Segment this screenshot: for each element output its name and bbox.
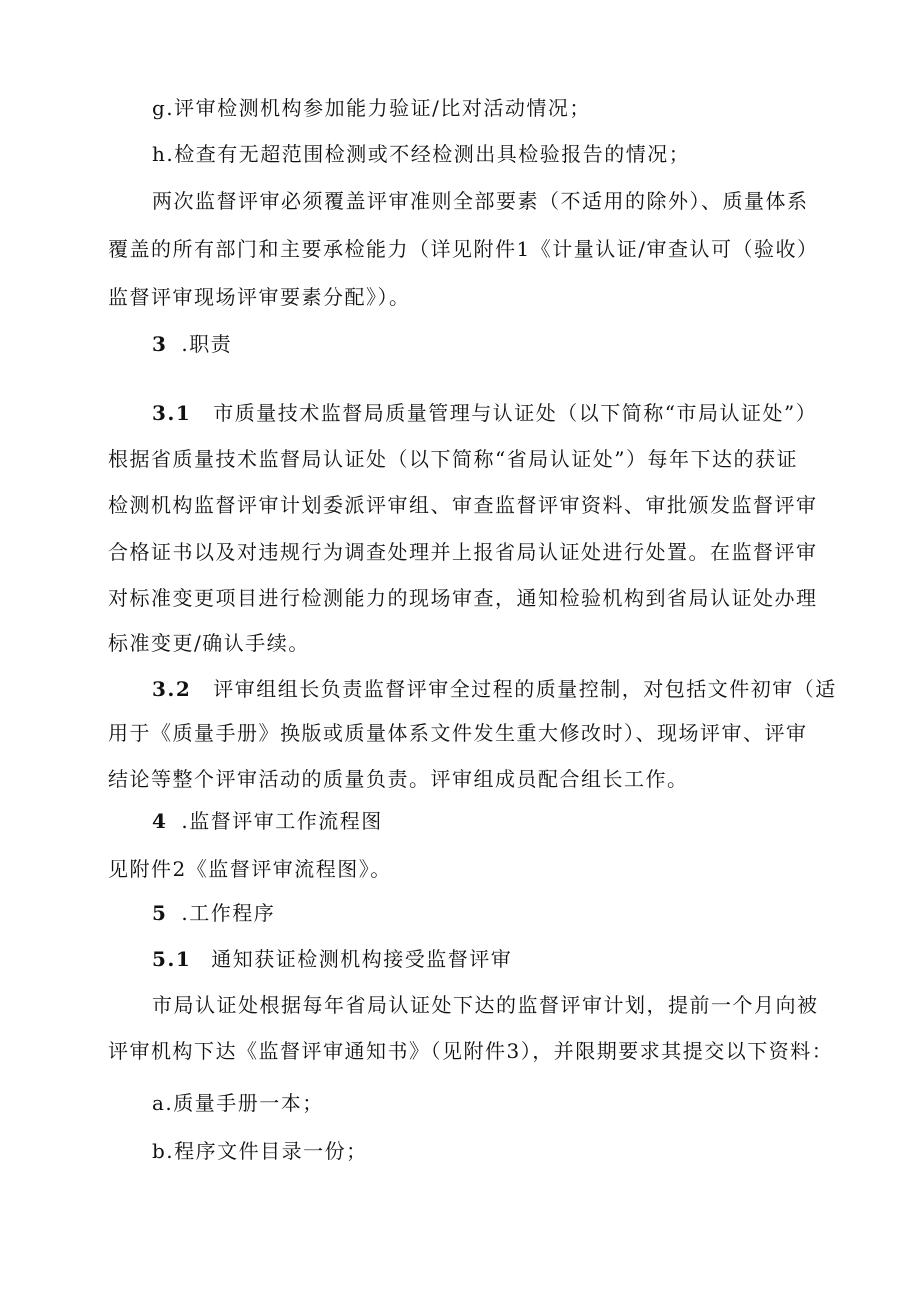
section-3-2-number: 3.2 — [152, 677, 192, 701]
section-5-number: 5 — [152, 901, 168, 925]
section-3-2-line-1 — [152, 676, 837, 702]
coverage-paragraph-line-1: 两次监督评审必须覆盖评审准则全部要素（不适用的除外）、质量体系 — [152, 189, 809, 213]
section-3-title: .职责 — [181, 332, 233, 356]
section-3-1-line-6: 标准变更/确认手续。 — [108, 631, 310, 655]
section-4-title: .监督评审工作流程图 — [181, 809, 383, 833]
section-5-1-heading — [152, 946, 512, 972]
list-item-h: h.检查有无超范围检测或不经检测出具检验报告的情况； — [152, 142, 691, 166]
section-3-number: 3 — [152, 332, 168, 356]
coverage-paragraph-line-2: 覆盖的所有部门和主要承检能力（详见附件1《计量认证/审查认可（验收） — [108, 237, 819, 261]
section-3-1-line-4: 合格证书以及对违规行为调查处理并上报省局认证处进行处置。在监督评审 — [108, 540, 818, 564]
section-3-1-line-2: 根据省质量技术监督局认证处（以下简称“省局认证处”）每年下达的获证 — [108, 447, 798, 471]
section-3-2-line-3: 结论等整个评审活动的质量负责。评审组成员配合组长工作。 — [108, 767, 689, 791]
section-5-1-title: 通知获证检测机构接受监督评审 — [211, 947, 513, 971]
section-3-1-text: 市质量技术监督局质量管理与认证处（以下简称“市局认证处”） — [213, 401, 818, 425]
section-3-1-line-5: 对标准变更项目进行检测能力的现场审查，通知检验机构到省局认证处办理 — [108, 586, 818, 610]
section-5-1-number: 5.1 — [152, 947, 192, 971]
list-item-g: g.评审检测机构参加能力验证/比对活动情况； — [152, 96, 591, 120]
section-3-1-line-1 — [152, 400, 817, 426]
section-5-1-line-2: 评审机构下达《监督评审通知书》（见附件3），并限期要求其提交以下资料： — [108, 1039, 834, 1063]
coverage-paragraph-line-3: 监督评审现场评审要素分配》）。 — [108, 285, 411, 309]
section-5-1-line-1: 市局认证处根据每年省局认证处下达的监督评审计划，提前一个月向被 — [152, 993, 819, 1017]
section-4-number: 4 — [152, 809, 168, 833]
section-5-heading — [152, 900, 275, 926]
list-item-b: b.程序文件目录一份； — [152, 1139, 368, 1163]
section-3-1-number: 3.1 — [152, 401, 192, 425]
section-4-heading — [152, 808, 383, 834]
section-3-1-line-3: 检测机构监督评审计划委派评审组、审查监督评审资料、审批颁发监督评审 — [108, 493, 818, 517]
section-3-2-text: 评审组组长负责监督评审全过程的质量控制，对包括文件初审（适 — [213, 677, 837, 701]
section-3-2-line-2: 用于《质量手册》换版或质量体系文件发生重大修改时）、现场评审、评审 — [108, 721, 808, 745]
section-3-heading — [152, 331, 232, 357]
list-item-a: a.质量手册一本； — [152, 1091, 324, 1115]
section-5-title: .工作程序 — [181, 901, 276, 925]
section-4-body: 见附件2《监督评审流程图》。 — [108, 857, 392, 881]
